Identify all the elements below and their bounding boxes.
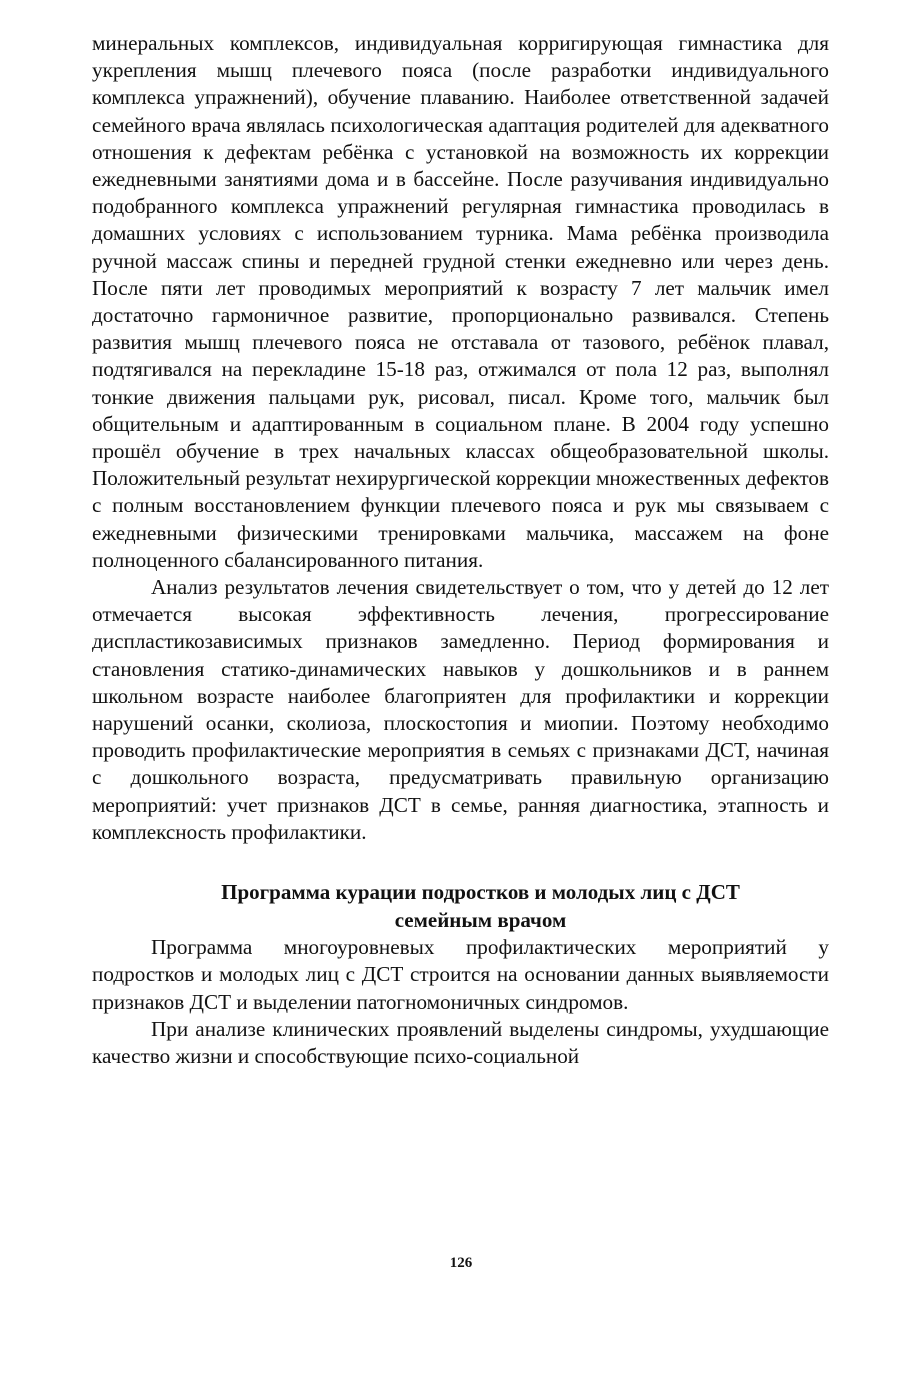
- paragraph-1: минеральных комплексов, индивидуальная корригирующая гимнастика для укрепления мышц плечевого пояса (после разработки индивидуального комплекса упражнений), обучение плаванию. Наиболее ответственной задачей семейного врача являлась психологическая адаптация родителей для адекватного отношения к дефектам ребёнка с установкой на возможность их коррекции ежедневными занятиями дома и в бассейне. После разучивания индивидуально подобранного комплекса упражнений регулярная гимнастика проводилась в домашних условиях с использованием турника. Мама ребёнка производила ручной массаж спины и передней грудной стенки ежедневно или через день. После пяти лет проводимых мероприятий к возрасту 7 лет мальчик имел достаточно гармоничное развитие, пропорционально развивался. Степень развития мышц плечевого пояса не отставала от тазового, ребёнок плавал, подтягивался на перекладине 15-18 раз, отжимался от пола 12 раз, выполнял тонкие движения пальцами рук, рисовал, писал. Кроме того, мальчик был общительным и адаптированным в социальном плане. В 2004 году успешно прошёл обучение в трех начальных классах общеобразовательной школы. Положительный результат нехирургической коррекции множественных дефектов с полным восстановлением функции плечевого пояса и рук мы связываем с ежедневными физическими тренировками мальчика, массажем на фоне полноценного сбалансированного питания.: [92, 31, 829, 572]
- paragraph-2: Анализ результатов лечения свидетельствует о том, что у детей до 12 лет отмечается высокая эффективность лечения, прогрессирование диспластикозависимых признаков замедленно. Период формирования и становления статико-динамических навыков у дошкольников и в раннем школьном возрасте наиболее благоприятен для профилактики и коррекции нарушений осанки, сколиоза, плоскостопия и миопии. Поэтому необходимо проводить профилактические мероприятия в семьях с признаками ДСТ, начиная с дошкольного возраста, предусматривать правильную организацию мероприятий: учет признаков ДСТ в семье, ранняя диагностика, этапность и комплексность профилактики.: [92, 575, 829, 844]
- section-heading: [92, 879, 829, 934]
- page-number: 126: [449, 1255, 473, 1271]
- paragraph-4: При анализе клинических проявлений выделены синдромы, ухудшающие качество жизни и способствующие психо-социальной: [92, 1016, 829, 1068]
- page-body: [92, 30, 829, 1070]
- section-heading-line-2: семейным врачом: [394, 907, 567, 932]
- section-heading-line-1: Программа курации подростков и молодых лиц с ДСТ: [221, 880, 740, 905]
- paragraph-3: Программа многоуровневых профилактических мероприятий у подростков и молодых лиц с ДСТ строится на основании данных выявляемости признаков ДСТ и выделении патогномоничных синдромов.: [92, 935, 829, 1014]
